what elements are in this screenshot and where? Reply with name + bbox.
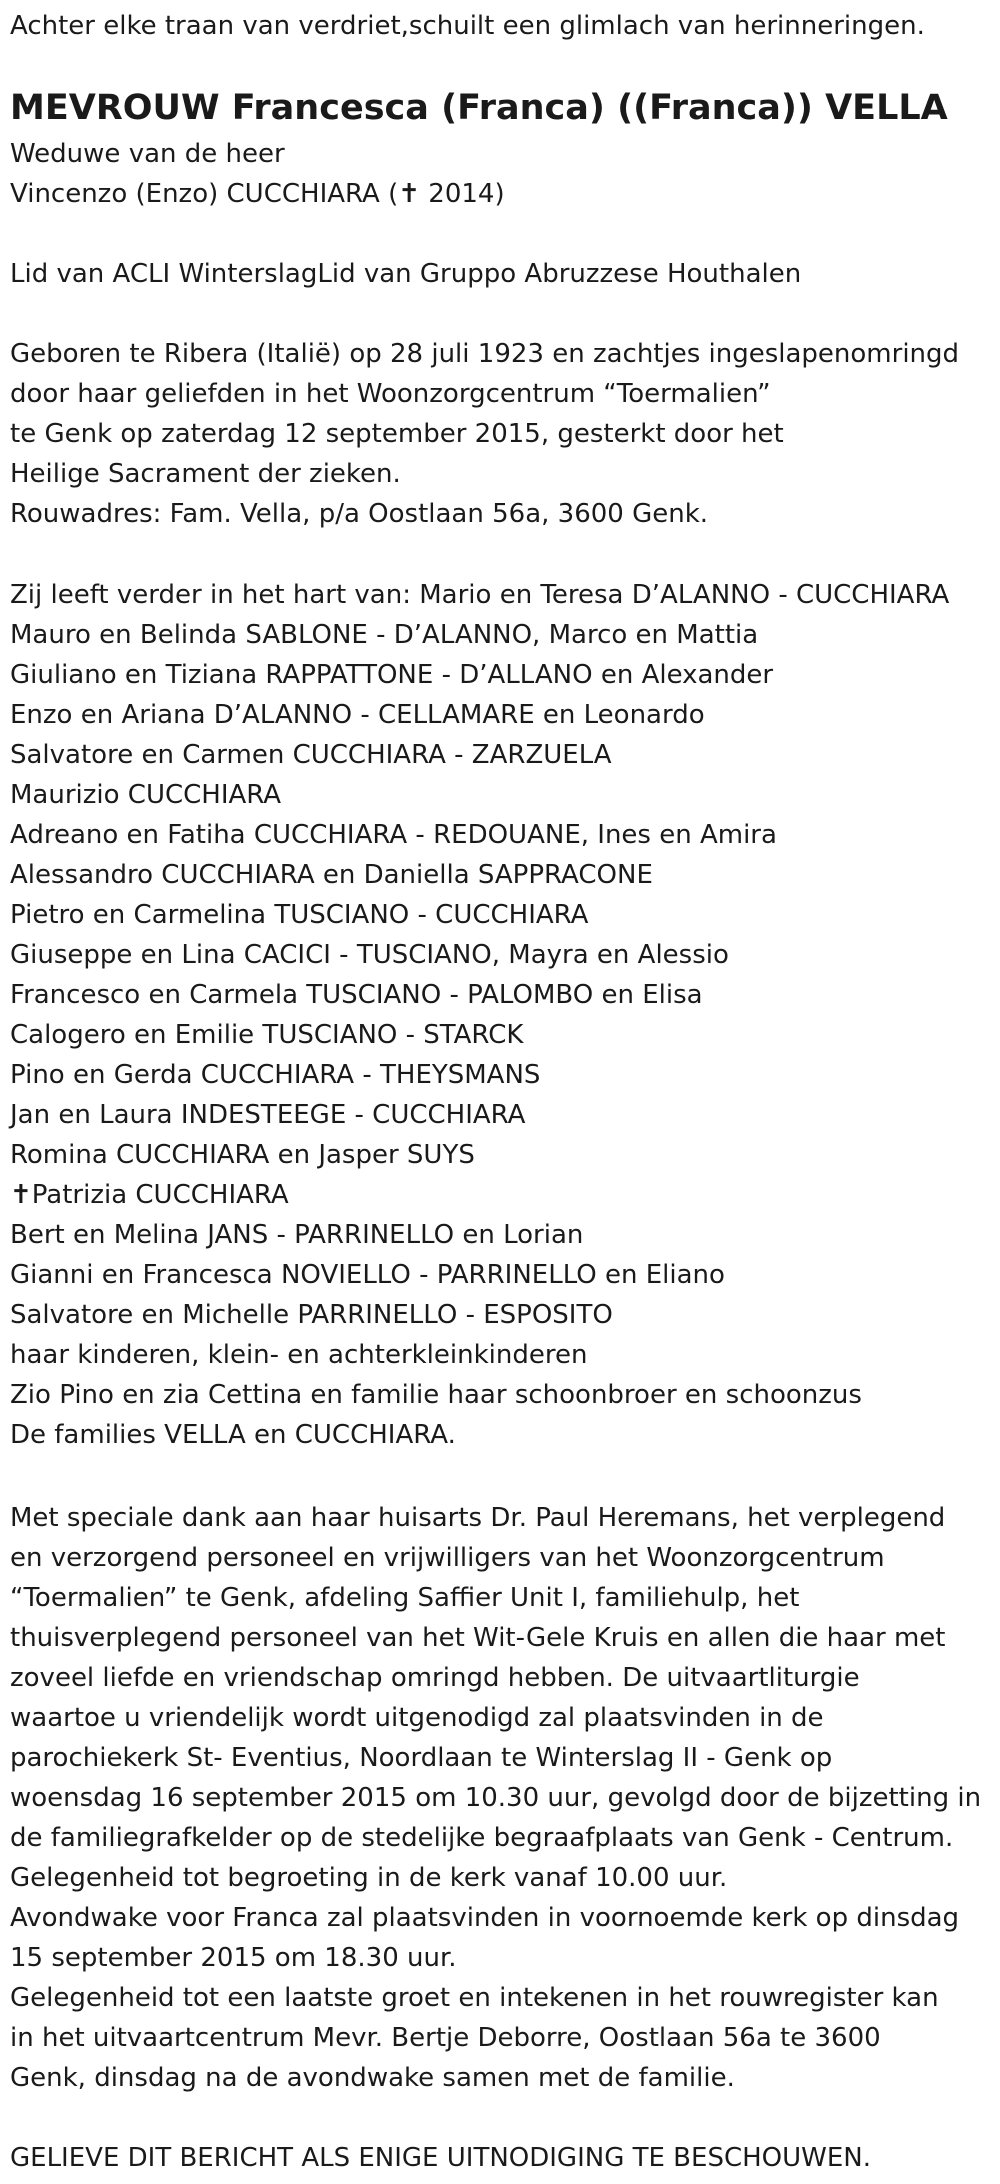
family-line: Romina CUCCHIARA en Jasper SUYS — [10, 1140, 475, 1170]
memorial-quote: Achter elke traan van verdriet,schuilt een glimlach van herinneringen. — [10, 11, 925, 41]
family-line: Pino en Gerda CUCCHIARA - THEYSMANS — [10, 1060, 541, 1090]
thanks-line: thuisverplegend personeel van het Wit-Gele Kruis en allen die haar met — [10, 1623, 946, 1653]
thanks-line: Met speciale dank aan haar huisarts Dr. Paul Heremans, het verplegend — [10, 1503, 946, 1533]
family-line: Salvatore en Carmen CUCCHIARA - ZARZUELA — [10, 740, 612, 770]
deceased-name: MEVROUW Francesca (Franca) ((Franca)) VELLA — [10, 88, 948, 128]
thanks-line: Gelegenheid tot een laatste groet en intekenen in het rouwregister kan — [10, 1983, 939, 2013]
thanks-line: Avondwake voor Franca zal plaatsvinden in voornoemde kerk op dinsdag — [10, 1903, 960, 1933]
thanks-line: in het uitvaartcentrum Mevr. Bertje Deborre, Oostlaan 56a te 3600 — [10, 2023, 881, 2053]
family-line: Jan en Laura INDESTEEGE - CUCCHIARA — [10, 1100, 526, 1130]
family-section — [10, 575, 949, 1455]
birth-death-section — [10, 334, 959, 534]
spouse-name: Vincenzo (Enzo) CUCCHIARA (✝ 2014) — [10, 179, 505, 209]
paragraph-line: Heilige Sacrament der zieken. — [10, 459, 401, 489]
thanks-line: zoveel liefde en vriendschap omringd hebben. De uitvaartliturgie — [10, 1663, 860, 1693]
paragraph-line: door haar geliefden in het Woonzorgcentrum “Toermalien” — [10, 379, 771, 409]
widow-line: Weduwe van de heer — [10, 139, 285, 169]
family-line: Zij leeft verder in het hart van: Mario en Teresa D’ALANNO - CUCCHIARA — [10, 580, 950, 610]
family-line: Adreano en Fatiha CUCCHIARA - REDOUANE, Ines en Amira — [10, 820, 777, 850]
thanks-section — [10, 1498, 981, 2098]
thanks-line: waartoe u vriendelijk wordt uitgenodigd zal plaatsvinden in de — [10, 1703, 824, 1733]
closing-section — [10, 2138, 871, 2178]
membership-section — [10, 254, 801, 294]
family-line: Giuseppe en Lina CACICI - TUSCIANO, Mayra en Alessio — [10, 940, 729, 970]
family-line: Maurizio CUCCHIARA — [10, 780, 282, 810]
paragraph-line: Geboren te Ribera (Italië) op 28 juli 1923 en zachtjes ingeslapenomringd — [10, 339, 960, 369]
family-line: Pietro en Carmelina TUSCIANO - CUCCHIARA — [10, 900, 589, 930]
mourning-address: Rouwadres: Fam. Vella, p/a Oostlaan 56a, 3600 Genk. — [10, 499, 709, 529]
family-line: Mauro en Belinda SABLONE - D’ALANNO, Marco en Mattia — [10, 620, 759, 650]
thanks-line: “Toermalien” te Genk, afdeling Saffier Unit I, familiehulp, het — [10, 1583, 800, 1613]
family-line: Gianni en Francesca NOVIELLO - PARRINELLO en Eliano — [10, 1260, 725, 1290]
thanks-line: Genk, dinsdag na de avondwake samen met de familie. — [10, 2063, 735, 2093]
family-line: Zio Pino en zia Cettina en familie haar schoonbroer en schoonzus — [10, 1380, 862, 1410]
thanks-line: de familiegrafkelder op de stedelijke begraafplaats van Genk - Centrum. — [10, 1823, 954, 1853]
family-line: Giuliano en Tiziana RAPPATTONE - D’ALLANO en Alexander — [10, 660, 774, 690]
family-line: Enzo en Ariana D’ALANNO - CELLAMARE en Leonardo — [10, 700, 705, 730]
family-line: De families VELLA en CUCCHIARA. — [10, 1420, 456, 1450]
family-line: Bert en Melina JANS - PARRINELLO en Lorian — [10, 1220, 584, 1250]
widow-section — [10, 134, 505, 214]
family-line: Francesco en Carmela TUSCIANO - PALOMBO en Elisa — [10, 980, 703, 1010]
family-line: haar kinderen, klein- en achterkleinkinderen — [10, 1340, 588, 1370]
family-line: Alessandro CUCCHIARA en Daniella SAPPRACONE — [10, 860, 653, 890]
thanks-line: Gelegenheid tot begroeting in de kerk vanaf 10.00 uur. — [10, 1863, 728, 1893]
family-line: Salvatore en Michelle PARRINELLO - ESPOSITO — [10, 1300, 613, 1330]
membership-line: Lid van ACLI WinterslagLid van Gruppo Abruzzese Houthalen — [10, 259, 802, 289]
closing-notice: GELIEVE DIT BERICHT ALS ENIGE UITNODIGING TE BESCHOUWEN. — [10, 2143, 871, 2173]
thanks-line: 15 september 2015 om 18.30 uur. — [10, 1943, 457, 1973]
family-line: ✝Patrizia CUCCHIARA — [10, 1180, 289, 1210]
family-line: Calogero en Emilie TUSCIANO - STARCK — [10, 1020, 524, 1050]
paragraph-line: te Genk op zaterdag 12 september 2015, gesterkt door het — [10, 419, 784, 449]
thanks-line: en verzorgend personeel en vrijwilligers van het Woonzorgcentrum — [10, 1543, 885, 1573]
thanks-line: woensdag 16 september 2015 om 10.30 uur, gevolgd door de bijzetting in — [10, 1783, 982, 1813]
thanks-line: parochiekerk St- Eventius, Noordlaan te Winterslag II - Genk op — [10, 1743, 833, 1773]
